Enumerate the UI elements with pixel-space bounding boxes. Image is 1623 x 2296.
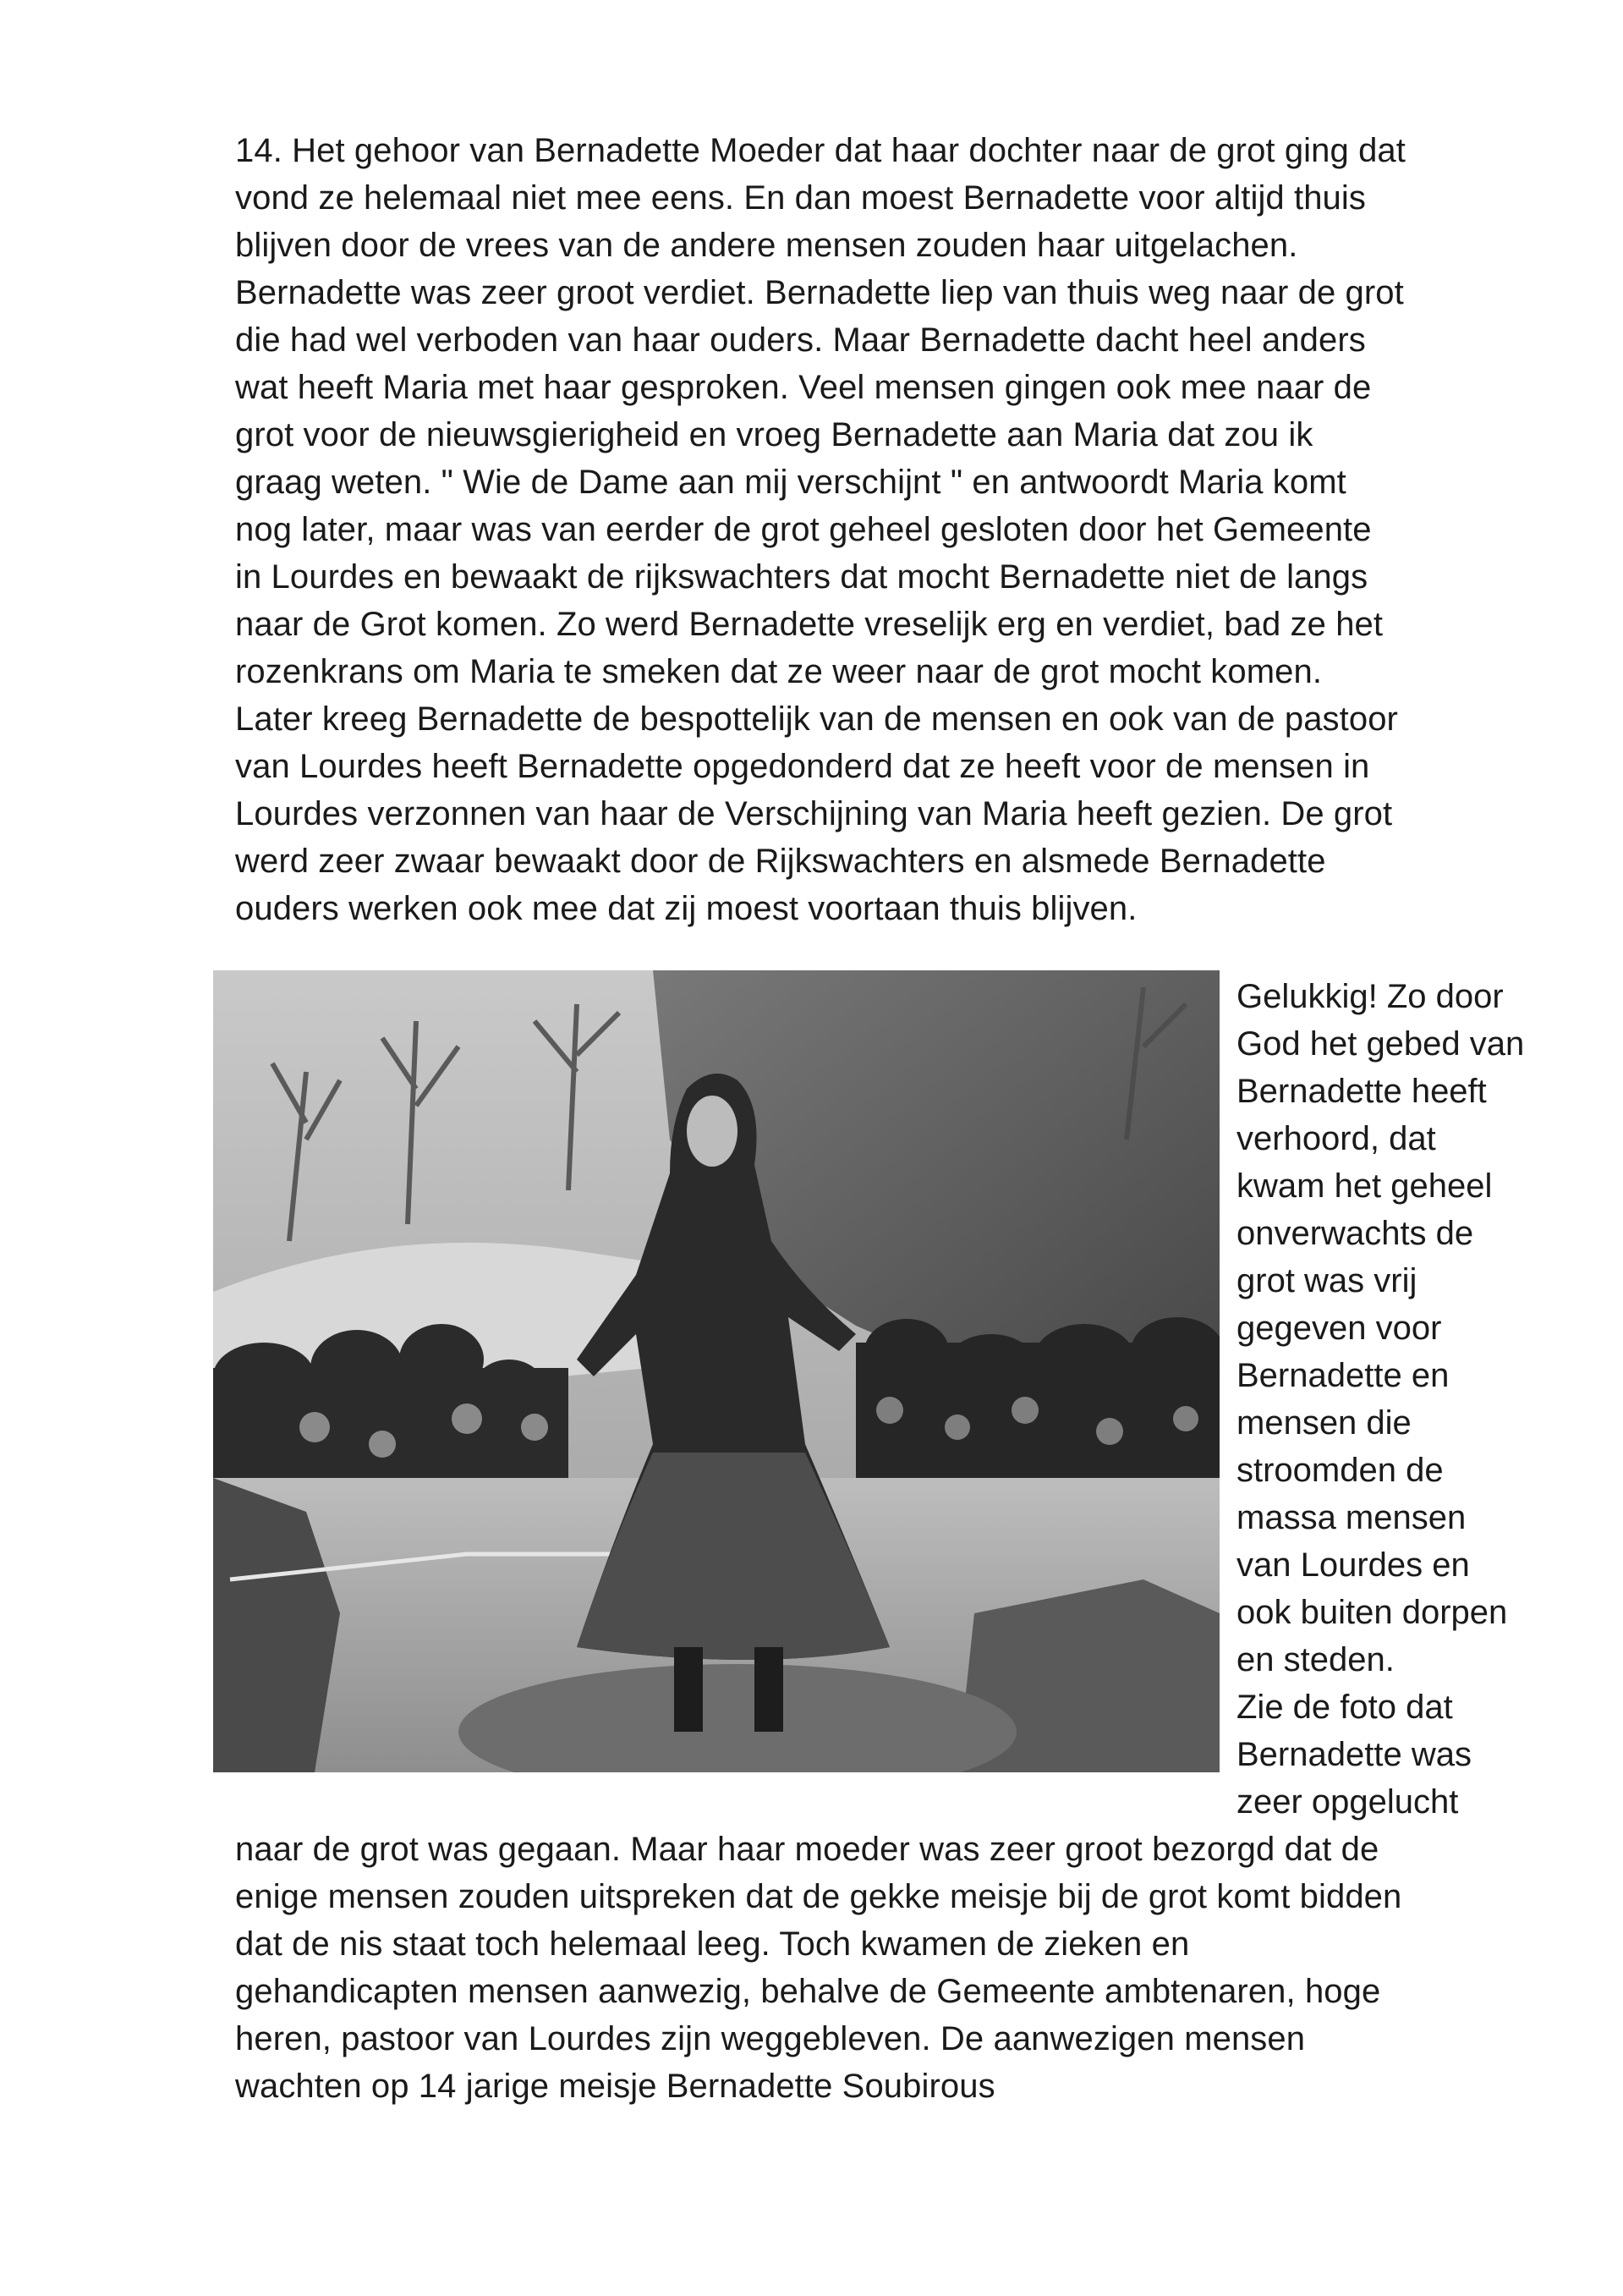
main-text-line: ouders werken ook mee dat zij moest voortaan thuis blijven. bbox=[235, 890, 1138, 927]
bottom-text-line: dat de nis staat toch helemaal leeg. Toch kwamen de zieken en bbox=[235, 1925, 1190, 1963]
main-text-line: vond ze helemaal niet mee eens. En dan moest Bernadette voor altijd thuis bbox=[235, 179, 1366, 217]
main-text-line: Bernadette was zeer groot verdiet. Bernadette liep van thuis weg naar de grot bbox=[235, 274, 1404, 311]
main-text-line: graag weten. " Wie de Dame aan mij verschijnt " en antwoordt Maria komt bbox=[235, 464, 1346, 501]
side-text-line: God het gebed van bbox=[1236, 1025, 1525, 1063]
side-text-line: Gelukkig! Zo door bbox=[1236, 978, 1504, 1015]
side-text-line: Bernadette heeft bbox=[1236, 1073, 1487, 1110]
side-text-line: en steden. bbox=[1236, 1641, 1395, 1678]
photo-illustration bbox=[213, 970, 1220, 1772]
main-text-line: rozenkrans om Maria te smeken dat ze weer naar de grot mocht komen. bbox=[235, 653, 1323, 690]
side-text-line: ook buiten dorpen bbox=[1236, 1594, 1508, 1631]
main-text-line: wat heeft Maria met haar gesproken. Veel mensen gingen ook mee naar de bbox=[235, 369, 1372, 406]
main-text-line: nog later, maar was van eerder de grot geheel gesloten door het Gemeente bbox=[235, 511, 1372, 548]
main-text-line: blijven door de vrees van de andere mensen zouden haar uitgelachen. bbox=[235, 227, 1298, 264]
side-text-line: onverwachts de bbox=[1236, 1215, 1474, 1252]
bottom-text-line: heren, pastoor van Lourdes zijn weggebleven. De aanwezigen mensen bbox=[235, 2020, 1306, 2057]
main-text-line: werd zeer zwaar bewaakt door de Rijkswachters en alsmede Bernadette bbox=[235, 843, 1326, 880]
main-text-line: naar de Grot komen. Zo werd Bernadette vreselijk erg en verdiet, bad ze het bbox=[235, 606, 1384, 643]
bottom-text-line: enige mensen zouden uitspreken dat de gekke meisje bij de grot komt bidden bbox=[235, 1878, 1402, 1915]
bernadette-photo bbox=[213, 970, 1220, 1772]
side-text-line: grot was vrij bbox=[1236, 1262, 1417, 1299]
side-text-line: Zie de foto dat bbox=[1236, 1689, 1453, 1726]
main-text-line: Lourdes verzonnen van haar de Verschijning van Maria heeft gezien. De grot bbox=[235, 795, 1393, 832]
side-text-line: massa mensen bbox=[1236, 1499, 1467, 1536]
main-text-line: die had wel verboden van haar ouders. Maar Bernadette dacht heel anders bbox=[235, 321, 1366, 359]
side-text-line: kwam het geheel bbox=[1236, 1167, 1493, 1205]
main-text-line: in Lourdes en bewaakt de rijkswachters dat mocht Bernadette niet de langs bbox=[235, 558, 1368, 596]
main-text-line: grot voor de nieuwsgierigheid en vroeg Bernadette aan Maria dat zou ik bbox=[235, 416, 1313, 453]
side-text-line: mensen die bbox=[1236, 1404, 1412, 1442]
side-text-line: Bernadette was bbox=[1236, 1736, 1472, 1773]
side-text-line: Bernadette en bbox=[1236, 1357, 1450, 1394]
side-text-line: van Lourdes en bbox=[1236, 1546, 1470, 1584]
side-text-line: zeer opgelucht bbox=[1236, 1783, 1459, 1821]
bottom-text-line: wachten op 14 jarige meisje Bernadette Soubirous bbox=[235, 2068, 995, 2105]
side-text-line: stroomden de bbox=[1236, 1452, 1444, 1489]
side-text-line: gegeven voor bbox=[1236, 1310, 1442, 1347]
bottom-text-line: gehandicapten mensen aanwezig, behalve de Gemeente ambtenaren, hoge bbox=[235, 1973, 1381, 2010]
bottom-text-line: naar de grot was gegaan. Maar haar moeder was zeer groot bezorgd dat de bbox=[235, 1831, 1379, 1868]
main-text-line: 14. Het gehoor van Bernadette Moeder dat haar dochter naar de grot ging dat bbox=[235, 132, 1406, 169]
side-text-line: verhoord, dat bbox=[1236, 1120, 1436, 1157]
main-text-line: Later kreeg Bernadette de bespottelijk van de mensen en ook van de pastoor bbox=[235, 700, 1398, 738]
main-text-line: van Lourdes heeft Bernadette opgedonderd dat ze heeft voor de mensen in bbox=[235, 748, 1370, 785]
